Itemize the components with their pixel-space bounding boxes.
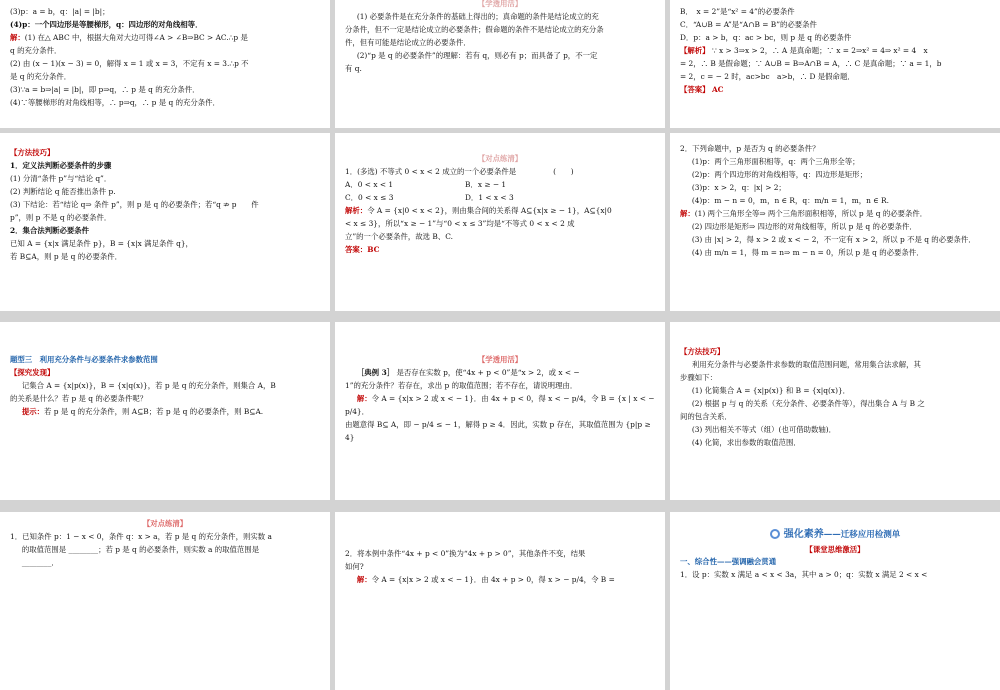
- question-text: 2．将本例中条件“4x + p < 0”换为“4x + p > 0”，其他条件不变，结果: [345, 549, 586, 558]
- text-line: 令 A = {x|0 < x < 2}，则由集合间的关系得 A⊆{x|x ≥ − 1}，A⊆{x|0: [367, 205, 612, 215]
- answer-label: 【答案】: [680, 84, 710, 94]
- solution-label: 解：: [356, 393, 372, 403]
- question-text: 1．已知条件 p：1 − x < 0，条件 q：x > a，若 p 是 q 的充分条件，则实数 a: [10, 531, 272, 541]
- option-d: D．1 < x < 3: [465, 192, 514, 202]
- text-line: 间的包含关系．: [680, 411, 732, 421]
- question-text: 2．下列命题中，p 是否为 q 的必要条件？: [680, 144, 820, 153]
- text-line: 若 B⊆A，则 p 是 q 的必要条件．: [10, 251, 123, 261]
- text-line: (1) 化简集合 A = {x|p(x)} 和 B = {x|q(x)}．: [691, 385, 851, 395]
- text-line: 立”的一个必要条件，故选 B、C.: [345, 231, 453, 241]
- slide-2: [335, 0, 665, 128]
- section-heading: 【对点练清】: [477, 154, 523, 163]
- solution-label: 解：: [10, 32, 25, 42]
- option-c: C．0 < x ≤ 3: [345, 192, 394, 202]
- section-heading: 【方法技巧】: [680, 347, 725, 356]
- text-line: < x ≤ 3}，所以“x ≥ − 1”与“0 < x ≤ 3”均是“不等式 0 < x < 2 成: [345, 218, 575, 228]
- banner-title: 强化素养: [783, 529, 824, 540]
- text-line: ________．: [21, 557, 59, 567]
- slide-3: [670, 0, 1000, 128]
- text-line: = 2，c = − 2 时，ac>bc a>b，∴ D 是假命题．: [680, 71, 855, 81]
- text-line: 如何?: [345, 561, 364, 571]
- text-line: (2)p：两个四边形的对角线相等，q：四边形是矩形；: [691, 169, 867, 179]
- answer-label: 答案：: [345, 244, 368, 254]
- banner-subtitle: ——迁移应用检测单: [823, 530, 901, 540]
- text-line: (3) 下结论：若“结论 q⇒ 条件 p”，则 p 是 q 的必要条件；若“q ⇏ p 件: [10, 199, 259, 209]
- text-line: 是 q 的充分条件．: [10, 71, 72, 81]
- slide-4: [0, 133, 330, 311]
- text-line: (1) 必要条件是在充分条件的基础上得出的；真命题的条件是结论成立的充: [356, 11, 599, 21]
- slide-11: [335, 512, 665, 690]
- section-heading: 【课堂思维激活】: [805, 544, 865, 554]
- question-text: 1．(多选) 不等式 0 < x < 2 成立的一个必要条件是 ( ): [345, 166, 574, 176]
- slide-12: [670, 512, 1000, 690]
- text-line: (2) 判断结论 q 能否推出条件 p.: [10, 186, 116, 196]
- text-line: 令 A = {x|x > 2 或 x < − 1}．由 4x + p > 0，得 x > − p/4，令 B =: [371, 574, 615, 584]
- gear-icon: [770, 529, 780, 539]
- text-line: q 的充分条件．: [10, 45, 62, 55]
- text-line: (4)p：m − n = 0，m，n ∈ R，q：m/n = 1，m，n ∈ R.: [691, 195, 889, 205]
- text-line: 2．集合法判断必要条件: [10, 225, 90, 235]
- slide-7: [0, 322, 330, 500]
- text-line: 步骤如下：: [680, 372, 717, 382]
- text-line: (4)∵等腰梯形的对角线相等，∴ p⇒q，∴ p 是 q 的充分条件．: [10, 97, 220, 107]
- section-heading: 【方法技巧】: [10, 148, 55, 157]
- option-c: C．“A∪B = A”是“A∩B = B”的必要条件: [680, 19, 817, 29]
- text-line: (3)∵a = b⇒|a| = |b|，即 p⇒q，∴ p 是 q 的充分条件．: [10, 84, 200, 94]
- solution-label: 解：: [680, 208, 695, 218]
- text-line: 的关系是什么？若 p 是 q 的必要条件呢？: [10, 393, 148, 403]
- text-line: 分条件，但不一定是结论成立的必要条件；假命题的条件不是结论成立的充分条: [345, 24, 604, 34]
- answer-value: BC: [367, 244, 380, 254]
- section-heading: 【对点练清】: [142, 519, 188, 528]
- section-heading: 【学透用活】: [477, 355, 523, 364]
- text-line: (4)p：一个四边形是等腰梯形，q：四边形的对角线相等．: [10, 19, 203, 29]
- text-line: (1) 分清“条件 p”与“结论 q”．: [10, 173, 112, 183]
- solution-label: 解：: [356, 574, 372, 584]
- section-title: 题型三 利用充分条件与必要条件求参数范围: [10, 355, 158, 364]
- text-line: 由题意得 B⊆ A，即 − p/4 ≤ − 1，解得 p ≥ 4．因此，实数 p 存在，其取值范围为 {p|p ≥ 4}: [345, 419, 651, 442]
- slide-8: [335, 322, 665, 500]
- option-a: A．0 < x < 1: [345, 179, 394, 189]
- slide-10: [0, 512, 330, 690]
- option-d: D．p：a > b，q：ac > bc，则 p 是 q 的必要条件: [680, 32, 852, 42]
- text-line: 令 A = {x|x > 2 或 x < − 1}．由 4x + p < 0，得 x < − p/4，令 B = {x | x < − p/4}．: [345, 393, 655, 416]
- example-label: ［典例 3］: [356, 367, 395, 377]
- slide-1: [0, 0, 330, 128]
- slide-9: [670, 322, 1000, 500]
- answer-value: AC: [711, 84, 724, 94]
- text-line: (2) 根据 p 与 q 的关系（充分条件、必要条件等），得出集合 A 与 B 之: [691, 398, 925, 408]
- text-line: (3)p：x > 2，q：|x| > 2；: [691, 182, 786, 192]
- text-line: 是否存在实数 p，使“4x + p < 0”是“x > 2，或 x < −: [396, 367, 580, 377]
- section-heading: 【探究发现】: [10, 367, 55, 377]
- text-line: 1”的充分条件？若存在，求出 p 的取值范围；若不存在，请说明理由．: [345, 380, 578, 390]
- analysis-label: 解析：: [345, 205, 368, 215]
- text-line: (2) 四边形是矩形⇒ 四边形的对角线相等，所以 p 是 q 的必要条件．: [691, 221, 917, 231]
- question-text: 1．设 p：实数 x 满足 a < x < 3a，其中 a > 0；q：实数 x 满足 2 < x <: [680, 570, 928, 580]
- text-line: (2)“p 是 q 的必要条件”的理解：若有 q，则必有 p；而具备了 p，不一定: [356, 50, 598, 60]
- text-line: (2) 由 (x − 1)(x − 3) = 0，解得 x = 1 或 x = 3，不定有 x = 3.∴p 不: [10, 58, 249, 68]
- section-heading: 【学透用活】: [477, 0, 523, 8]
- text-line: (3) 列出相关不等式（组）(也可借助数轴)．: [691, 424, 837, 434]
- text-line: 件，但有可能是结论成立的必要条件．: [345, 37, 471, 47]
- text-line: ∵ x > 3⇒x > 2，∴ A 是真命题；∵ x = 2⇒x² = 4⇒ x² = 4 x: [711, 45, 928, 55]
- text-line: (4) 化简，求出参数的取值范围．: [691, 437, 801, 447]
- text-line: 记集合 A = {x|p(x)}，B = {x|q(x)}，若 p 是 q 的充分条件，则集合 A，B: [21, 380, 276, 390]
- option-b: B．x ≥ − 1: [465, 179, 507, 189]
- text-line: 1．定义法判断必要条件的步骤: [10, 160, 112, 170]
- text-line: 已知 A = {x|x 满足条件 p}，B = {x|x 满足条件 q}，: [10, 238, 193, 248]
- text-line: 利用充分条件与必要条件求参数的取值范围问题，常用集合法求解，其: [691, 359, 921, 369]
- hint-label: 提示：: [21, 406, 45, 416]
- text-line: (3) 由 |x| > 2，得 x > 2 或 x < − 2，不一定有 x > 2，所以 p 不是 q 的必要条件．: [691, 234, 976, 244]
- slide-6: [670, 133, 1000, 311]
- text-line: p”，则 p 不是 q 的必要条件．: [10, 212, 112, 222]
- text-line: = 2，∴ B 是假命题；∵ A∪B = B⇒A∩B = A，∴ C 是真命题；∵ a = 1，b: [680, 58, 942, 68]
- text-line: (1)p：两个三角形面积相等，q：两个三角形全等；: [691, 156, 860, 166]
- option-b: B． x = 2”是“x² = 4”的必要条件: [680, 7, 795, 16]
- slide-5: [335, 133, 665, 311]
- text-line: (4) 由 m/n = 1，得 m = n⇒ m − n = 0，所以 p 是 q 的必要条件．: [691, 247, 924, 257]
- text-line: 若 p 是 q 的充分条件，则 A⊆B；若 p 是 q 的必要条件，则 B⊆A.: [44, 406, 264, 416]
- text-line: (1) 两个三角形全等⇒ 两个三角形面积相等，所以 p 是 q 的必要条件．: [694, 208, 928, 218]
- text-line: 有 q.: [345, 63, 362, 73]
- text-line: (3)p：a = b，q：|a| = |b|；: [10, 7, 110, 16]
- section-title: 一、综合性——强调融会贯通: [680, 557, 777, 567]
- text-line: 的取值范围是 ________；若 p 是 q 的必要条件，则实数 a 的取值范围是: [21, 544, 260, 554]
- text-line: (1) 在△ ABC 中，根据大角对大边可得∠A > ∠B⇒BC > AC.∴p 是: [24, 32, 248, 42]
- analysis-label: 【解析】: [680, 45, 710, 55]
